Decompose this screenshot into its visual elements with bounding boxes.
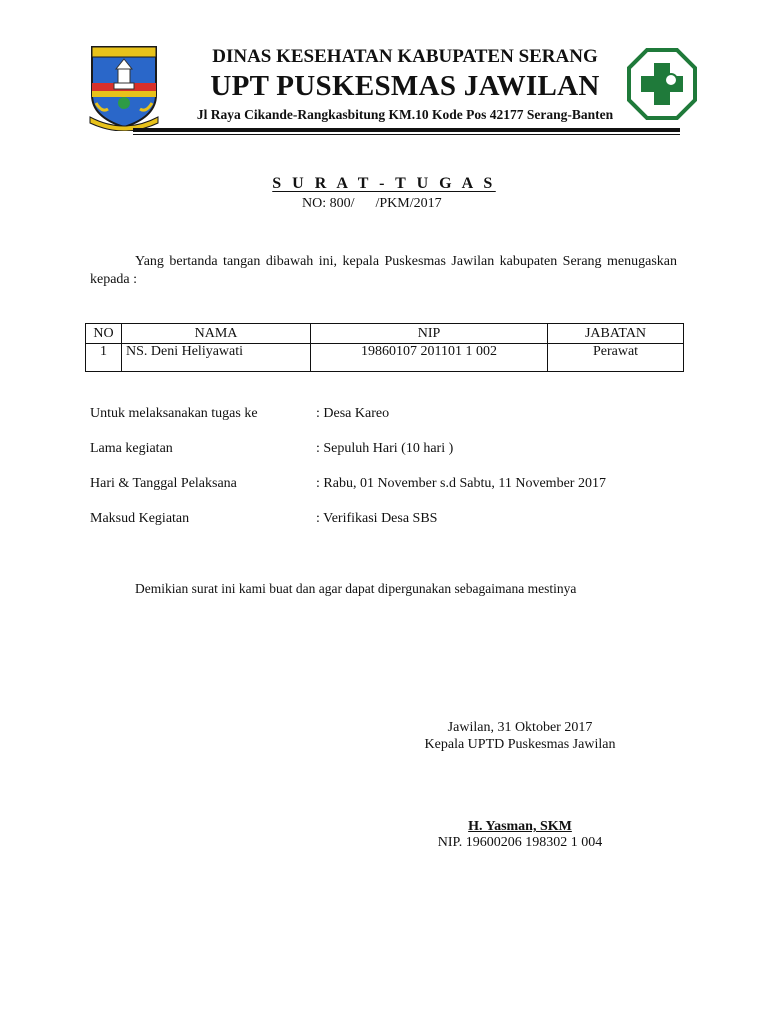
agency-name: DINAS KESEHATAN KABUPATEN SERANG bbox=[212, 46, 598, 67]
puskesmas-name: UPT PUSKESMAS JAWILAN bbox=[210, 70, 600, 102]
signature-position: Kepala UPTD Puskesmas Jawilan bbox=[424, 737, 616, 752]
detail-value-task: : Desa Kareo bbox=[316, 406, 390, 421]
header-divider-thin bbox=[133, 134, 680, 135]
table-header-row bbox=[86, 324, 684, 344]
detail-value-duration: : Sepuluh Hari (10 hari ) bbox=[316, 441, 454, 456]
header-jabatan: JABATAN bbox=[548, 324, 684, 344]
detail-label-date: Hari & Tanggal Pelaksana bbox=[90, 476, 237, 491]
detail-label-purpose: Maksud Kegiatan bbox=[90, 511, 190, 526]
header-divider-thick bbox=[133, 128, 680, 132]
serang-regency-emblem-icon bbox=[88, 43, 160, 131]
cell-jabatan: Perawat bbox=[548, 344, 684, 372]
detail-label-task: Untuk melaksanakan tugas ke bbox=[90, 406, 258, 421]
staff-table bbox=[85, 323, 684, 372]
letter-number: NO: 800/ /PKM/2017 bbox=[302, 196, 442, 211]
signatory-nip: NIP. 19600206 198302 1 004 bbox=[437, 835, 603, 850]
closing-sentence: Demikian surat ini kami buat dan agar dapat dipergunakan sebagaimana mestinya bbox=[135, 581, 577, 596]
address-line: Jl Raya Cikande-Rangkasbitung KM.10 Kode Pos 42177 Serang-Banten bbox=[196, 107, 614, 122]
cell-nip: 19860107 201101 1 002 bbox=[311, 344, 548, 372]
header-no: NO bbox=[86, 324, 122, 344]
letter-title: S U R A T - T U G A S bbox=[272, 175, 496, 192]
detail-value-purpose: : Verifikasi Desa SBS bbox=[316, 511, 438, 526]
table-row bbox=[86, 344, 684, 372]
detail-value-date: : Rabu, 01 November s.d Sabtu, 11 November 2017 bbox=[316, 476, 606, 491]
signatory-name: H. Yasman, SKM bbox=[468, 819, 572, 834]
cell-nama: NS. Deni Heliyawati bbox=[122, 344, 311, 372]
detail-label-duration: Lama kegiatan bbox=[90, 441, 173, 456]
cell-no: 1 bbox=[86, 344, 122, 372]
header-nip: NIP bbox=[311, 324, 548, 344]
header-nama: NAMA bbox=[122, 324, 311, 344]
intro-paragraph: Yang bertanda tangan dibawah ini, kepala Puskesmas Jawilan kabupaten Serang menugaskan kepada : bbox=[90, 254, 677, 287]
signature-place-date: Jawilan, 31 Oktober 2017 bbox=[447, 720, 593, 735]
